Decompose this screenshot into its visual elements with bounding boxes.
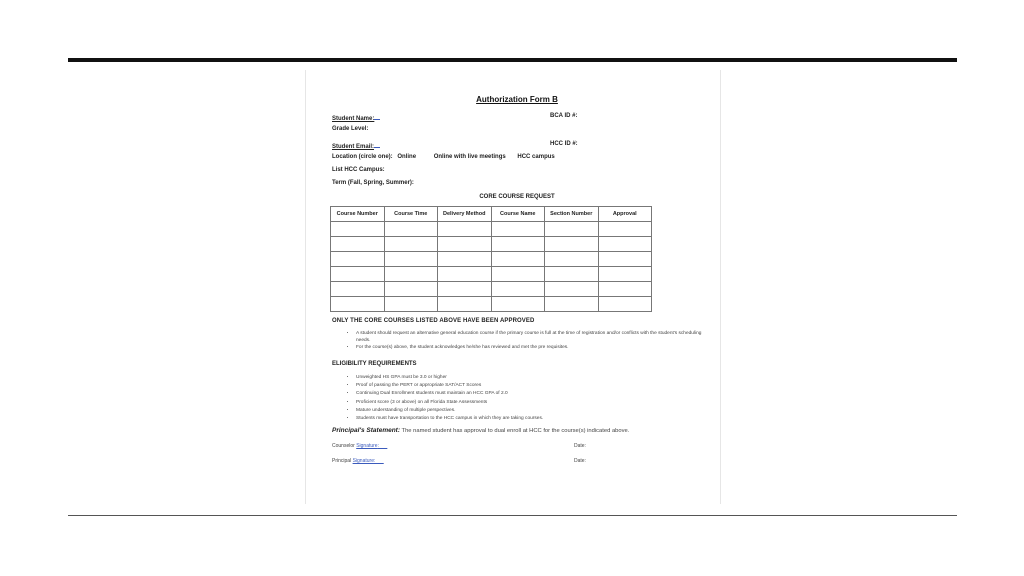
location-option-online[interactable]: Online (397, 154, 417, 160)
table-row (331, 267, 652, 282)
principal-signature-link[interactable]: Signature (352, 458, 374, 464)
location-field[interactable] (332, 154, 565, 160)
counselor-signature-line[interactable]: Counselor Signature: (332, 443, 388, 449)
list-item: • Unweighted HS GPA must be 3.0 or higher (356, 374, 706, 382)
bottom-rule (68, 515, 957, 516)
location-option-online-live[interactable]: Online with live meetings (433, 154, 506, 160)
col-delivery-method: Delivery Method (438, 207, 492, 222)
location-label: Location (circle one): (332, 154, 393, 160)
hcc-id-field[interactable] (550, 141, 578, 147)
term-field[interactable] (332, 180, 414, 186)
counselor-date[interactable]: Date: (574, 443, 586, 449)
col-course-time: Course Time (384, 207, 438, 222)
principal-statement-text: The named student has approval to dual enroll at HCC for the course(s) indicated above. (401, 428, 630, 434)
principal-signature-line[interactable]: Principal Signature: (332, 458, 384, 464)
list-item: • Continuing Dual Enrollment students must maintain an HCC GPA of 2.0 (356, 390, 706, 398)
col-course-name: Course Name (491, 207, 545, 222)
principal-statement-label: Principal's Statement: (332, 427, 401, 434)
principal-label: Principal (332, 458, 352, 464)
list-item: • Students must have transportation to the HCC campus in which they are taking courses. (356, 415, 706, 423)
eligibility-heading: ELIGIBILITY REQUIREMENTS (332, 361, 417, 367)
document-page (305, 70, 721, 504)
table-row (331, 282, 652, 297)
bca-id-label: BCA ID #: (550, 113, 578, 119)
approved-heading: ONLY THE CORE COURSES LISTED ABOVE HAVE BEEN APPROVED (332, 318, 535, 324)
list-item: • Proficient score (3 or above) on all Florida State Assessments (356, 399, 706, 407)
table-row (331, 252, 652, 267)
counselor-label: Counselor (332, 443, 355, 449)
hcc-id-label: HCC ID #: (550, 141, 578, 147)
top-rule (68, 58, 957, 62)
location-option-campus[interactable]: HCC campus (517, 154, 555, 160)
grade-level-field[interactable] (332, 126, 368, 132)
table-row (331, 297, 652, 312)
term-label: Term (Fall, Spring, Summer): (332, 180, 414, 186)
student-name-field[interactable] (332, 113, 380, 122)
notes-list (346, 331, 706, 351)
student-email-label: Student Email: (332, 144, 375, 150)
student-name-label: Student Name: (332, 116, 375, 122)
table-row (331, 237, 652, 252)
principal-date[interactable]: Date: (574, 458, 586, 464)
list-item: • For the course(s) above, the student acknowledges he/she has reviewed and met the pre requisites. (356, 345, 706, 352)
core-request-heading: CORE COURSE REQUEST (479, 194, 555, 200)
student-email-field[interactable] (332, 141, 380, 150)
list-campus-label: List HCC Campus: (332, 167, 385, 173)
list-item: • A student should request an alternative general education course if the primary course is full at the time of registration and/or conflicts with the student's scheduling needs. (356, 331, 706, 345)
list-campus-field[interactable] (332, 167, 385, 173)
counselor-signature-link[interactable]: Signature (356, 443, 378, 449)
list-item: • Mature understanding of multiple perspectives. (356, 407, 706, 415)
form-title: Authorization Form B (476, 95, 558, 104)
grade-level-label: Grade Level: (332, 126, 369, 132)
course-table (330, 206, 652, 312)
col-approval: Approval (598, 207, 652, 222)
col-section-number: Section Number (545, 207, 599, 222)
principal-statement (332, 427, 629, 434)
requirements-list (346, 374, 706, 423)
col-course-number: Course Number (331, 207, 385, 222)
table-row (331, 222, 652, 237)
bca-id-field[interactable] (550, 113, 577, 119)
list-item: • Proof of passing the PERT or appropriate SAT/ACT Scores (356, 382, 706, 390)
